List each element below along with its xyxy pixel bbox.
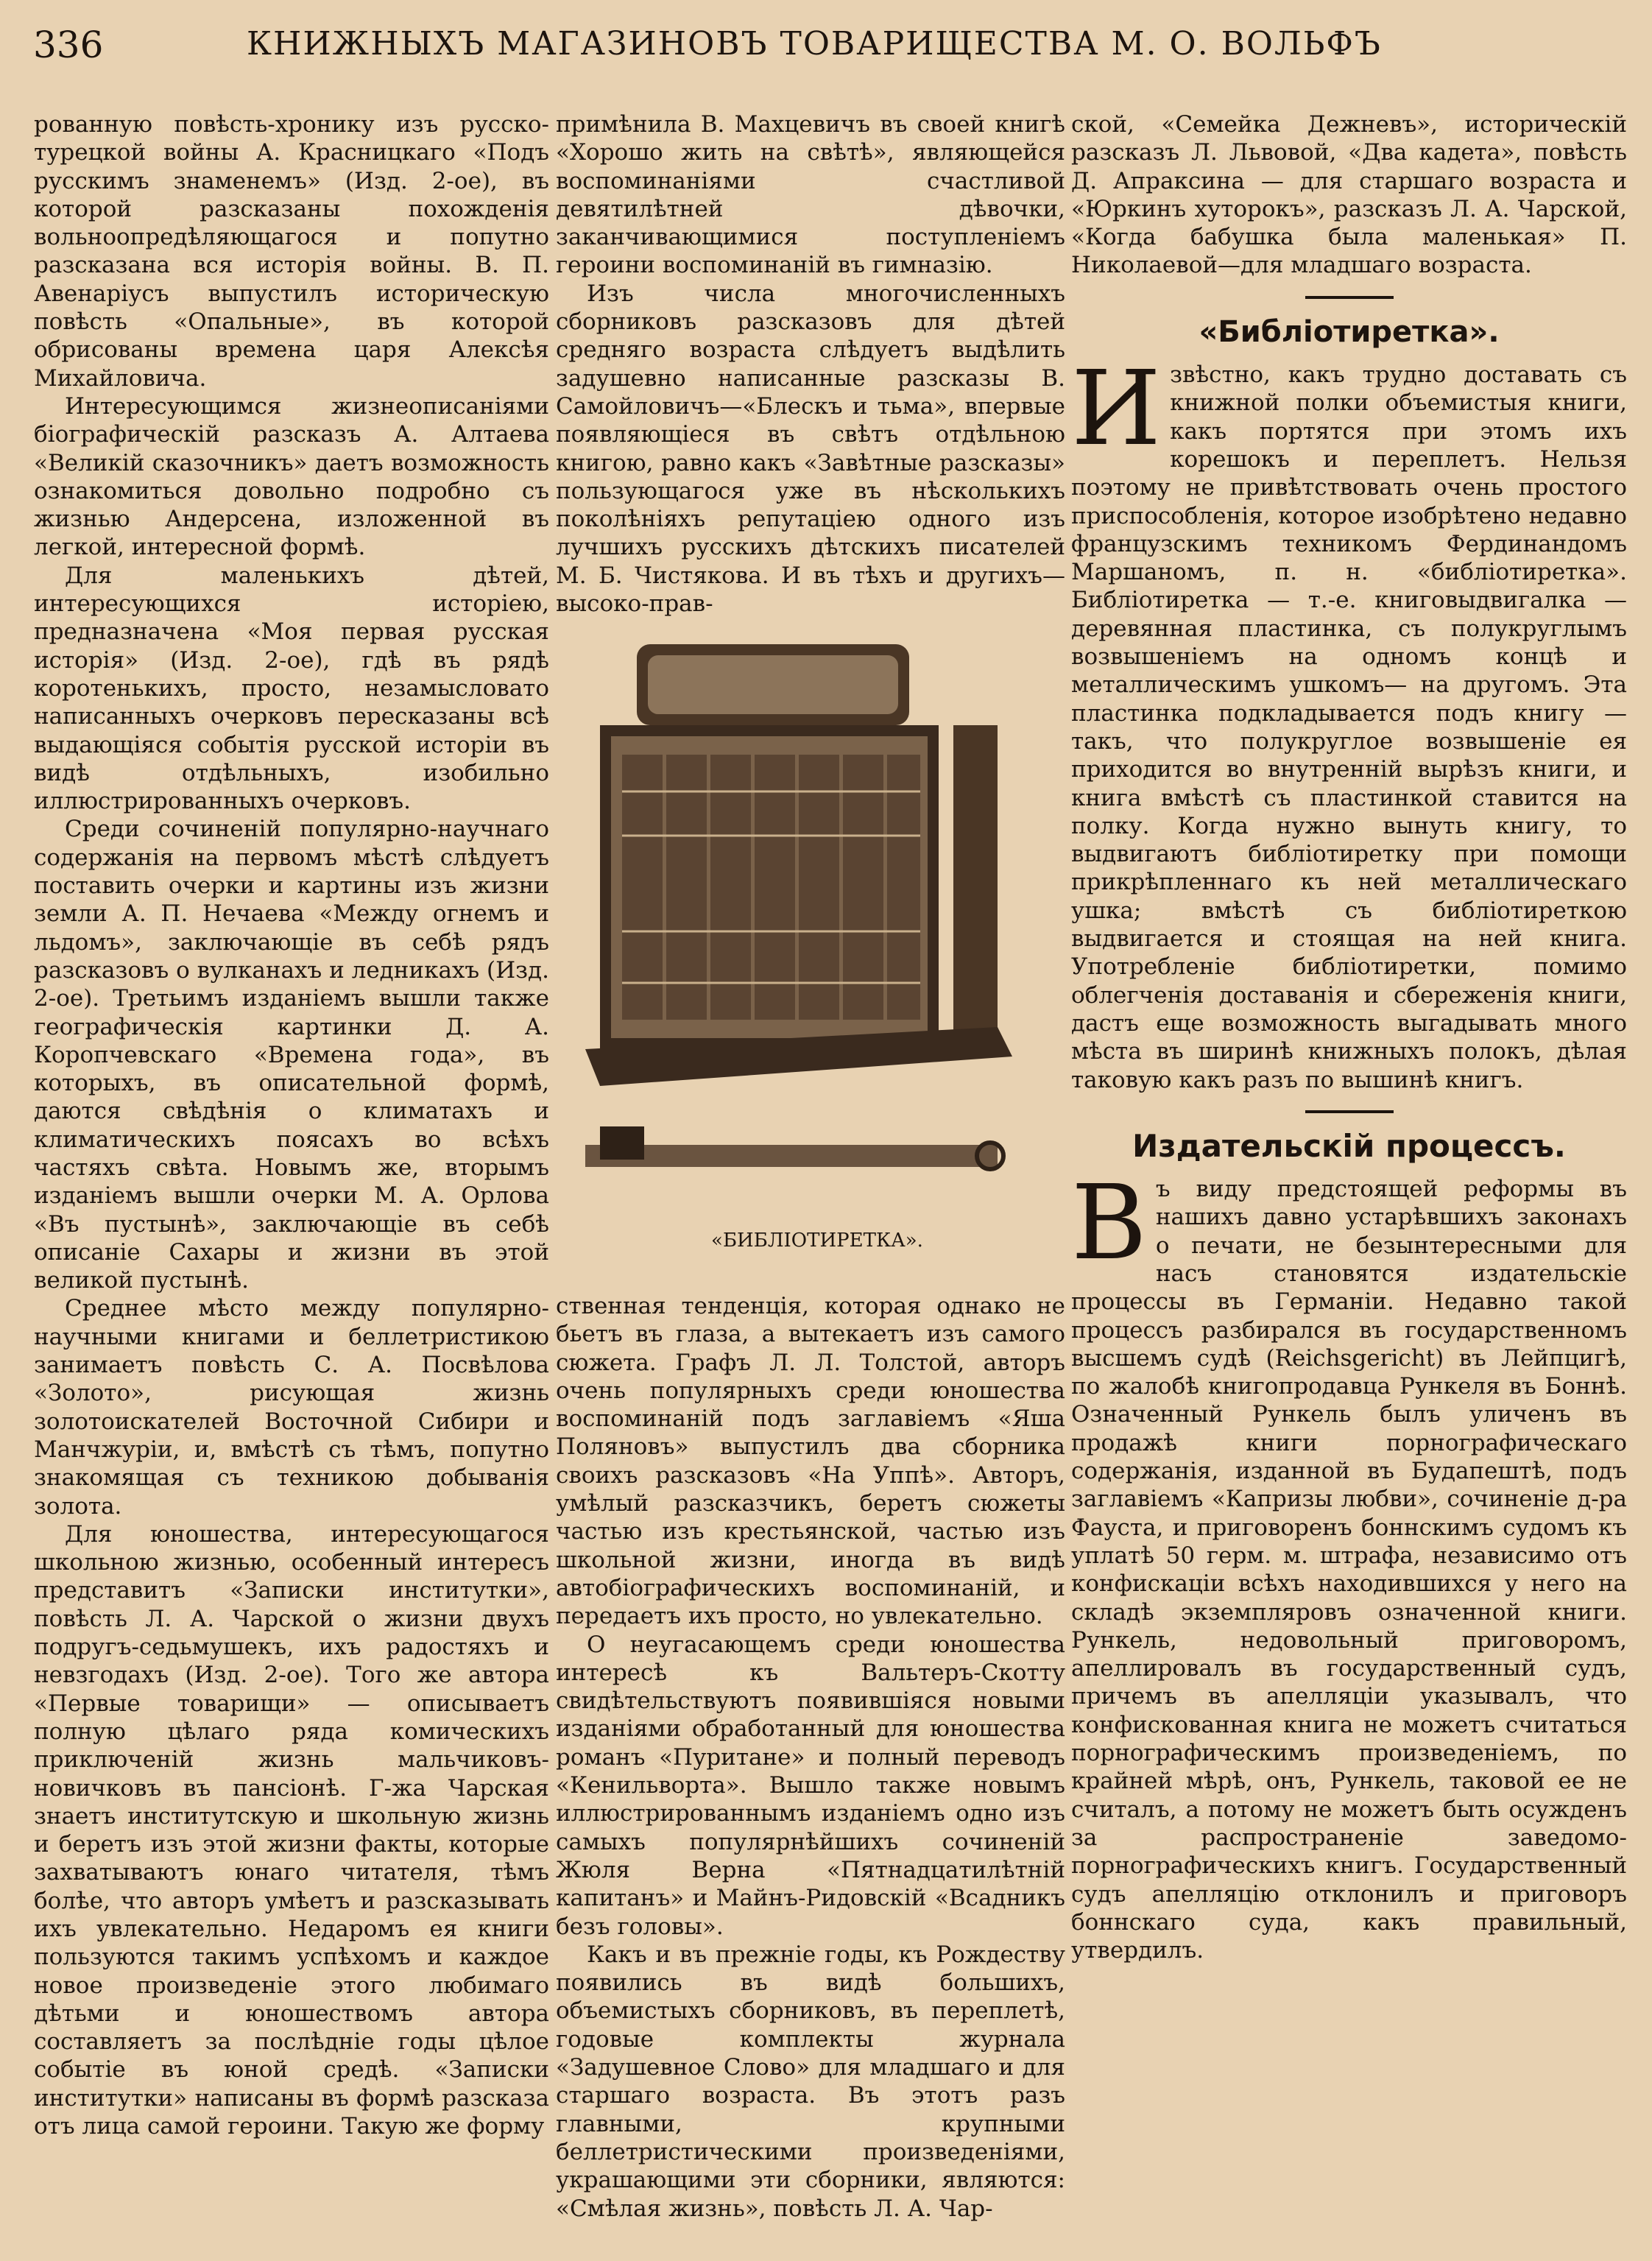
paragraph: [1071, 1163, 1627, 1964]
paragraph: О неугасающемъ среди юношества интересѣ къ Вальтеръ-Скотту свидѣтельствуютъ появившіяся новыми изданіями обработанный для юношества романъ «Пуританe» и полный переводъ «Кенильворта». Вышло также новымъ иллюстрированнымъ изданіемъ одно изъ самыхъ популярнѣйшихъ сочиненій Жюля Верна «Пятнадцатилѣтній капитанъ» и Майнъ-Ридовскій «Всадникъ безъ головы».: [556, 1631, 1065, 1940]
paragraph: Какъ и въ прежніе годы, къ Рождеству появились въ видѣ большихъ, объемистыхъ сборниковъ, въ переплетѣ, годовые комплекты журнала «Задушевное Слово» для младшаго и для старшаго возраста. Въ этотъ разъ главными, крупными беллетристическими произведеніями, украшающими эти сборники, являются: «Смѣлая жизнь», повѣсть Л. А. Чар-: [556, 1941, 1065, 2222]
paragraph: Для маленькихъ дѣтей, интересующихся исторіею, предназначена «Моя первая русская исторія» (Изд. 2-ое), гдѣ въ рядѣ коротенькихъ, просто, незамысловато написанныхъ очерковъ пересказаны всѣ выдающіяся событія русской исторіи въ видѣ отдѣльныхъ, изобильно иллюстрированныхъ очерковъ.: [34, 562, 549, 815]
paragraph: Среднее мѣсто между популярно-научными книгами и беллетристикою занимаетъ повѣсть С. А. Посвѣлова «Золото», рисующая жизнь золотоискателей Восточной Сибири и Манчжуріи, и, вмѣстѣ съ тѣмъ, попутно знакомящая съ техникою добыванія золота.: [34, 1295, 549, 1520]
column-2-bottom: [556, 1292, 1065, 2223]
paragraph: рованную повѣсть-хронику изъ русско-турецкой войны А. Красницкаго «Подъ русскимъ знаменемъ» (Изд. 2-ое), въ которой разсказаны похожденія вольноопредѣляющагося и попутно разсказана вся исторія войны. В. П. Авенаріусъ выпустилъ историческую повѣсть «Опальные», въ которой обрисованы времена царя Алексѣя Михайловича.: [34, 111, 549, 392]
running-title: КНИЖНЫХЪ МАГАЗИНОВЪ ТОВАРИЩЕСТВА М. О. ВОЛЬФЪ: [247, 25, 1382, 63]
column-1: [34, 110, 549, 2140]
section-title-bibliotiretka: «Библіотиретка».: [1199, 314, 1500, 349]
column-2-top: [556, 110, 1065, 618]
paragraph: ской, «Семейка Дежневъ», историческій разсказъ Л. Львовой, «Два кадета», повѣсть Д. Апраксина — для старшаго возраста и «Юркинъ хуторокъ», разсказъ Л. А. Чарской, «Когда бабушка была маленькая» П. Николаевой—для младшаго возраста.: [1071, 111, 1627, 279]
paragraph: Для юношества, интересующагося школьною жизнью, особенный интересъ представитъ «Записки институтки», повѣсть Л. А. Чарской о жизни двухъ подругъ-седьмушекъ, ихъ радостяхъ и невзгодахъ (Изд. 2-ое). Того же автора «Первые товарищи» — описываетъ полную цѣлаго ряда комическихъ приключеній жизнь мальчиковъ-новичковъ въ пансіонѣ. Г-жа Чарская знаетъ институтскую и школьную жизнь и беретъ изъ этой жизни факты, которые захватываютъ юнаго читателя, тѣмъ болѣе, что авторъ умѣетъ и разсказывать ихъ увлекательно. Недаромъ ея книги пользуются такимъ успѣхомъ и каждое новое произведеніе этого любимаго дѣтьми и юношествомъ автора составляетъ за послѣдніе годы цѣлое событіе въ юной средѣ. «Записки институтки» написаны въ формѣ разсказа отъ лица самой героини. Такую же форму: [34, 1520, 549, 2140]
page-number: 336: [33, 24, 104, 66]
bookshelf-illustration: [541, 615, 1038, 1204]
section-title-publishing-trial: Издательскій процессъ.: [1132, 1127, 1566, 1164]
paragraph: примѣнила В. Махцевичъ въ своей книгѣ «Хорошо жить на свѣтѣ», являющейся воспоминаніями счастливой девятилѣтней дѣвочки, заканчивающимися поступленіемъ героини воспоминаній въ гимназію.: [556, 111, 1065, 279]
paragraph: Изъ числа многочисленныхъ сборниковъ разсказовъ для дѣтей средняго возраста слѣдуетъ выдѣлить задушевно написанные разсказы В. Самойловичъ—«Блескъ и тьма», впервые появляющіеся въ свѣтъ отдѣльною книгою, равно какъ «Завѣтные разсказы» пользующагося уже въ нѣсколькихъ поколѣніяхъ репутаціею одного изъ лучшихъ русскихъ дѣтскихъ писателей М. Б. Чистякова. И въ тѣхъ и другихъ—высоко-прав-: [556, 280, 1065, 618]
section-text: ъ виду предстоящей реформы въ нашихъ давно устарѣвшихъ законахъ о печати, не безынтересными для насъ становятся издательскіе процессы въ Германіи. Недавно такой процессъ разбирался въ государственномъ высшемъ судѣ (Reichsgericht) въ Лейпцигѣ, по жалобѣ книгопродавца Рункеля въ Боннѣ. Означенный Рункель былъ уличенъ въ продажѣ книги порнографическаго содержанія, изданной въ Будапештѣ, подъ заглавіемъ «Капризы любви», сочиненіе д-ра Фауста, и приговоренъ боннскимъ судомъ къ уплатѣ 50 герм. м. штрафа, независимо отъ конфискаціи всѣхъ находившихся у него на складѣ экземпляровъ означенной книги. Рункель, недовольный приговоромъ, апеллировалъ въ государственный судъ, причемъ въ апелляціи указывалъ, что конфискованная книга не можетъ считаться порнографическимъ произведеніемъ, по крайней мѣрѣ, онъ, Рункель, таковой ее не считалъ, а потому не можетъ быть осужденъ за распространеніе заведомо-порнографическихъ книгъ. Государственный судъ апелляцію отклонилъ и приговоръ боннскаго суда, какъ правильный, утвердилъ.: [1071, 1176, 1627, 1964]
section-text: звѣстно, какъ трудно доставать съ книжной полки объемистыя книги, какъ портятся при этомъ ихъ корешокъ и переплетъ. Нельзя поэтому не привѣтствовать очень простого приспособленія, которое изобрѣтено недавно французскимъ техникомъ Фердинандомъ Маршаномъ, п. н. «библіотиретка». Библіотиретка — т.-е. книговыдвигалка — деревянная пластинка, съ полукруглымъ возвышеніемъ на одномъ концѣ и металлическимъ ушкомъ— на другомъ. Эта пластинка подкладывается подъ книгу — такъ, что полукруглое возвышеніе ея приходится во внутренній вырѣзъ книги, и книга вмѣстѣ съ пластинкой ставится на полку. Когда нужно вынуть книгу, то выдвигаютъ библіотиретку при помощи прикрѣпленнаго къ ней металлическаго ушка; вмѣстѣ съ библіотиреткою выдвигается и стоящая на ней книга. Употребленіе библіотиретки, помимо облегченія доставанія и сбереженія книги, дастъ еще возможность выгадывать много мѣста въ ширинѣ книжныхъ полокъ, дѣлая таковую какъ разъ по вышинѣ книгъ.: [1071, 361, 1627, 1093]
illustration-caption: «БИБЛІОТИРЕТКА».: [711, 1230, 923, 1252]
paragraph: [1071, 349, 1627, 1094]
page-header: [33, 16, 1382, 75]
column-3: [1071, 110, 1627, 1964]
drop-cap: В: [1071, 1163, 1147, 1284]
paragraph: Среди сочиненій популярно-научнаго содержанія на первомъ мѣстѣ слѣдуетъ поставить очерки и картины изъ жизни земли А. П. Нечаева «Между огнемъ и льдомъ», заключающіе въ себѣ рядъ разсказовъ о вулканахъ и ледникахъ (Изд. 2-ое). Третьимъ изданіемъ вышли также географическія картинки Д. А. Коропчевскаго «Времена года», въ которыхъ, въ описательной формѣ, даются свѣдѣнія о климатахъ и климатическихъ поясахъ во всѣхъ частяхъ свѣта. Новымъ же, вторымъ изданіемъ вышли очерки М. А. Орлова «Въ пустынѣ», заключающіе въ себѣ описаніе Сахары и жизни въ этой великой пустынѣ.: [34, 816, 549, 1294]
paragraph: Интересующимся жизнеописаніями біографическій разсказъ А. Алтаева «Великій сказочникъ» даетъ возможность ознакомиться довольно подробно съ жизнью Андерсена, изложенной въ легкой, интересной формѣ.: [34, 392, 549, 561]
section-divider: [1305, 296, 1394, 299]
section-divider: [1305, 1110, 1394, 1113]
paragraph: ственная тенденція, которая однако не бьетъ въ глаза, а вытекаетъ изъ самого сюжета. Графъ Л. Л. Толстой, авторъ очень популярныхъ среди юношества воспоминаній подъ заглавіемъ «Яша Поляновъ» выпустилъ два сборника своихъ разсказовъ «На Уппѣ». Авторъ, умѣлый разсказчикъ, беретъ сюжеты частью изъ крестьянской, частью изъ школьной жизни, иногда въ видѣ автобіографическихъ воспоминаній, и передаетъ ихъ просто, но увлекательно.: [556, 1293, 1065, 1630]
drop-cap: И: [1071, 349, 1162, 470]
